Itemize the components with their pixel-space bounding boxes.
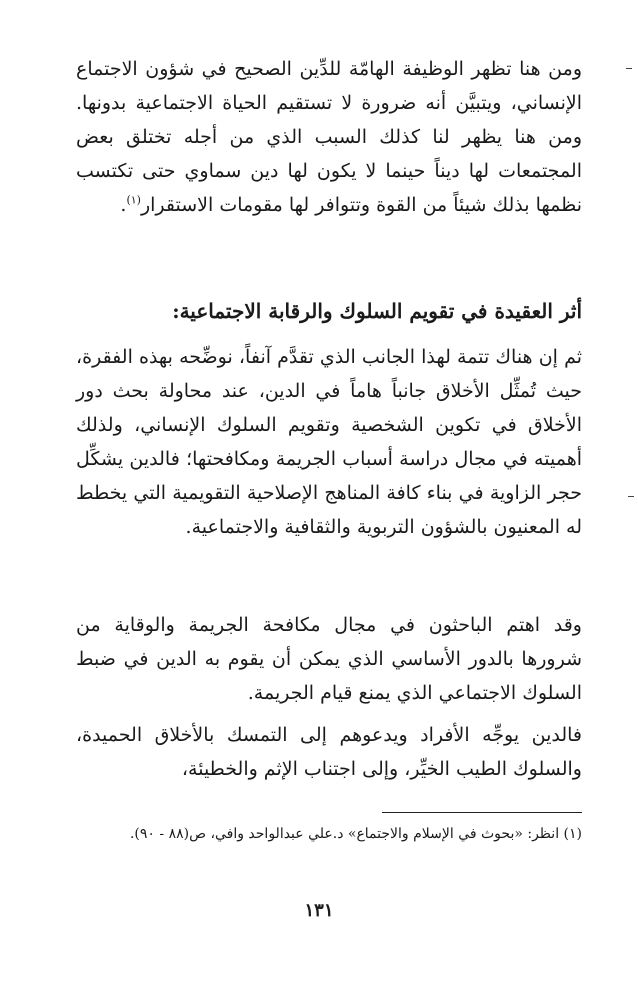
paragraph-2: ثم إن هناك تتمة لهذا الجانب الذي تقدَّم آنفاً، نوضِّحه بهذه الفقرة، حيث تُمثِّل الأخلاق جانباً هاماً في الدين، عند محاولة بحث دور الأخلاق في تكوين الشخصية وتقويم السلوك الإنساني، ولذلك أهميته في مجال دراسة أسباب الجريمة ومكافحتها؛ فالدين يشكِّل حجر الزاوية في بناء كافة المناهج الإصلاحية التقويمية التي يخطط له المعنيون بالشؤون التربوية والثقافية والاجتماعية.: [76, 346, 582, 538]
section-heading: أثر العقيدة في تقويم السلوك والرقابة الاجتماعية:: [172, 299, 582, 323]
footnote: (١) انظر: «بحوث في الإسلام والاجتماع» د.علي عبدالواحد وافي، ص(٨٨ - ٩٠).: [129, 826, 582, 842]
scan-edge-mark: [628, 496, 634, 497]
footnote-reference: (١): [126, 193, 141, 207]
scan-edge-mark: [626, 68, 632, 69]
page-number: ١٣١: [304, 900, 334, 921]
paragraph-1: [76, 52, 582, 222]
footnote-divider: [382, 812, 582, 813]
paragraph-1-end: .: [120, 194, 127, 216]
paragraph-4: فالدين يوجِّه الأفراد ويدعوهم إلى التمسك بالأخلاق الحميدة، والسلوك الطيب الخيِّر، وإلى اجتناب الإثم والخطيئة،: [76, 724, 582, 780]
paragraph-3: وقد اهتم الباحثون في مجال مكافحة الجريمة والوقاية من شرورها بالدور الأساسي الذي يمكن أن يقوم به الدين في ضبط السلوك الاجتماعي الذي يمنع قيام الجريمة.: [76, 614, 582, 704]
paragraph-1-text: ومن هنا تظهر الوظيفة الهامّة للدِّين الصحيح في شؤون الاجتماع الإنساني، ويتبيَّن أنه ضرورة لا تستقيم الحياة الاجتماعية بدونها. ومن هنا يظهر لنا كذلك السبب الذي من أجله تختلق بعض المجتمعات لها ديناً حينما لا يكون لها دين سماوي حتى تكتسب نظمها بذلك شيئاً من القوة وتتوافر لها مقومات الاستقرار: [76, 58, 582, 216]
